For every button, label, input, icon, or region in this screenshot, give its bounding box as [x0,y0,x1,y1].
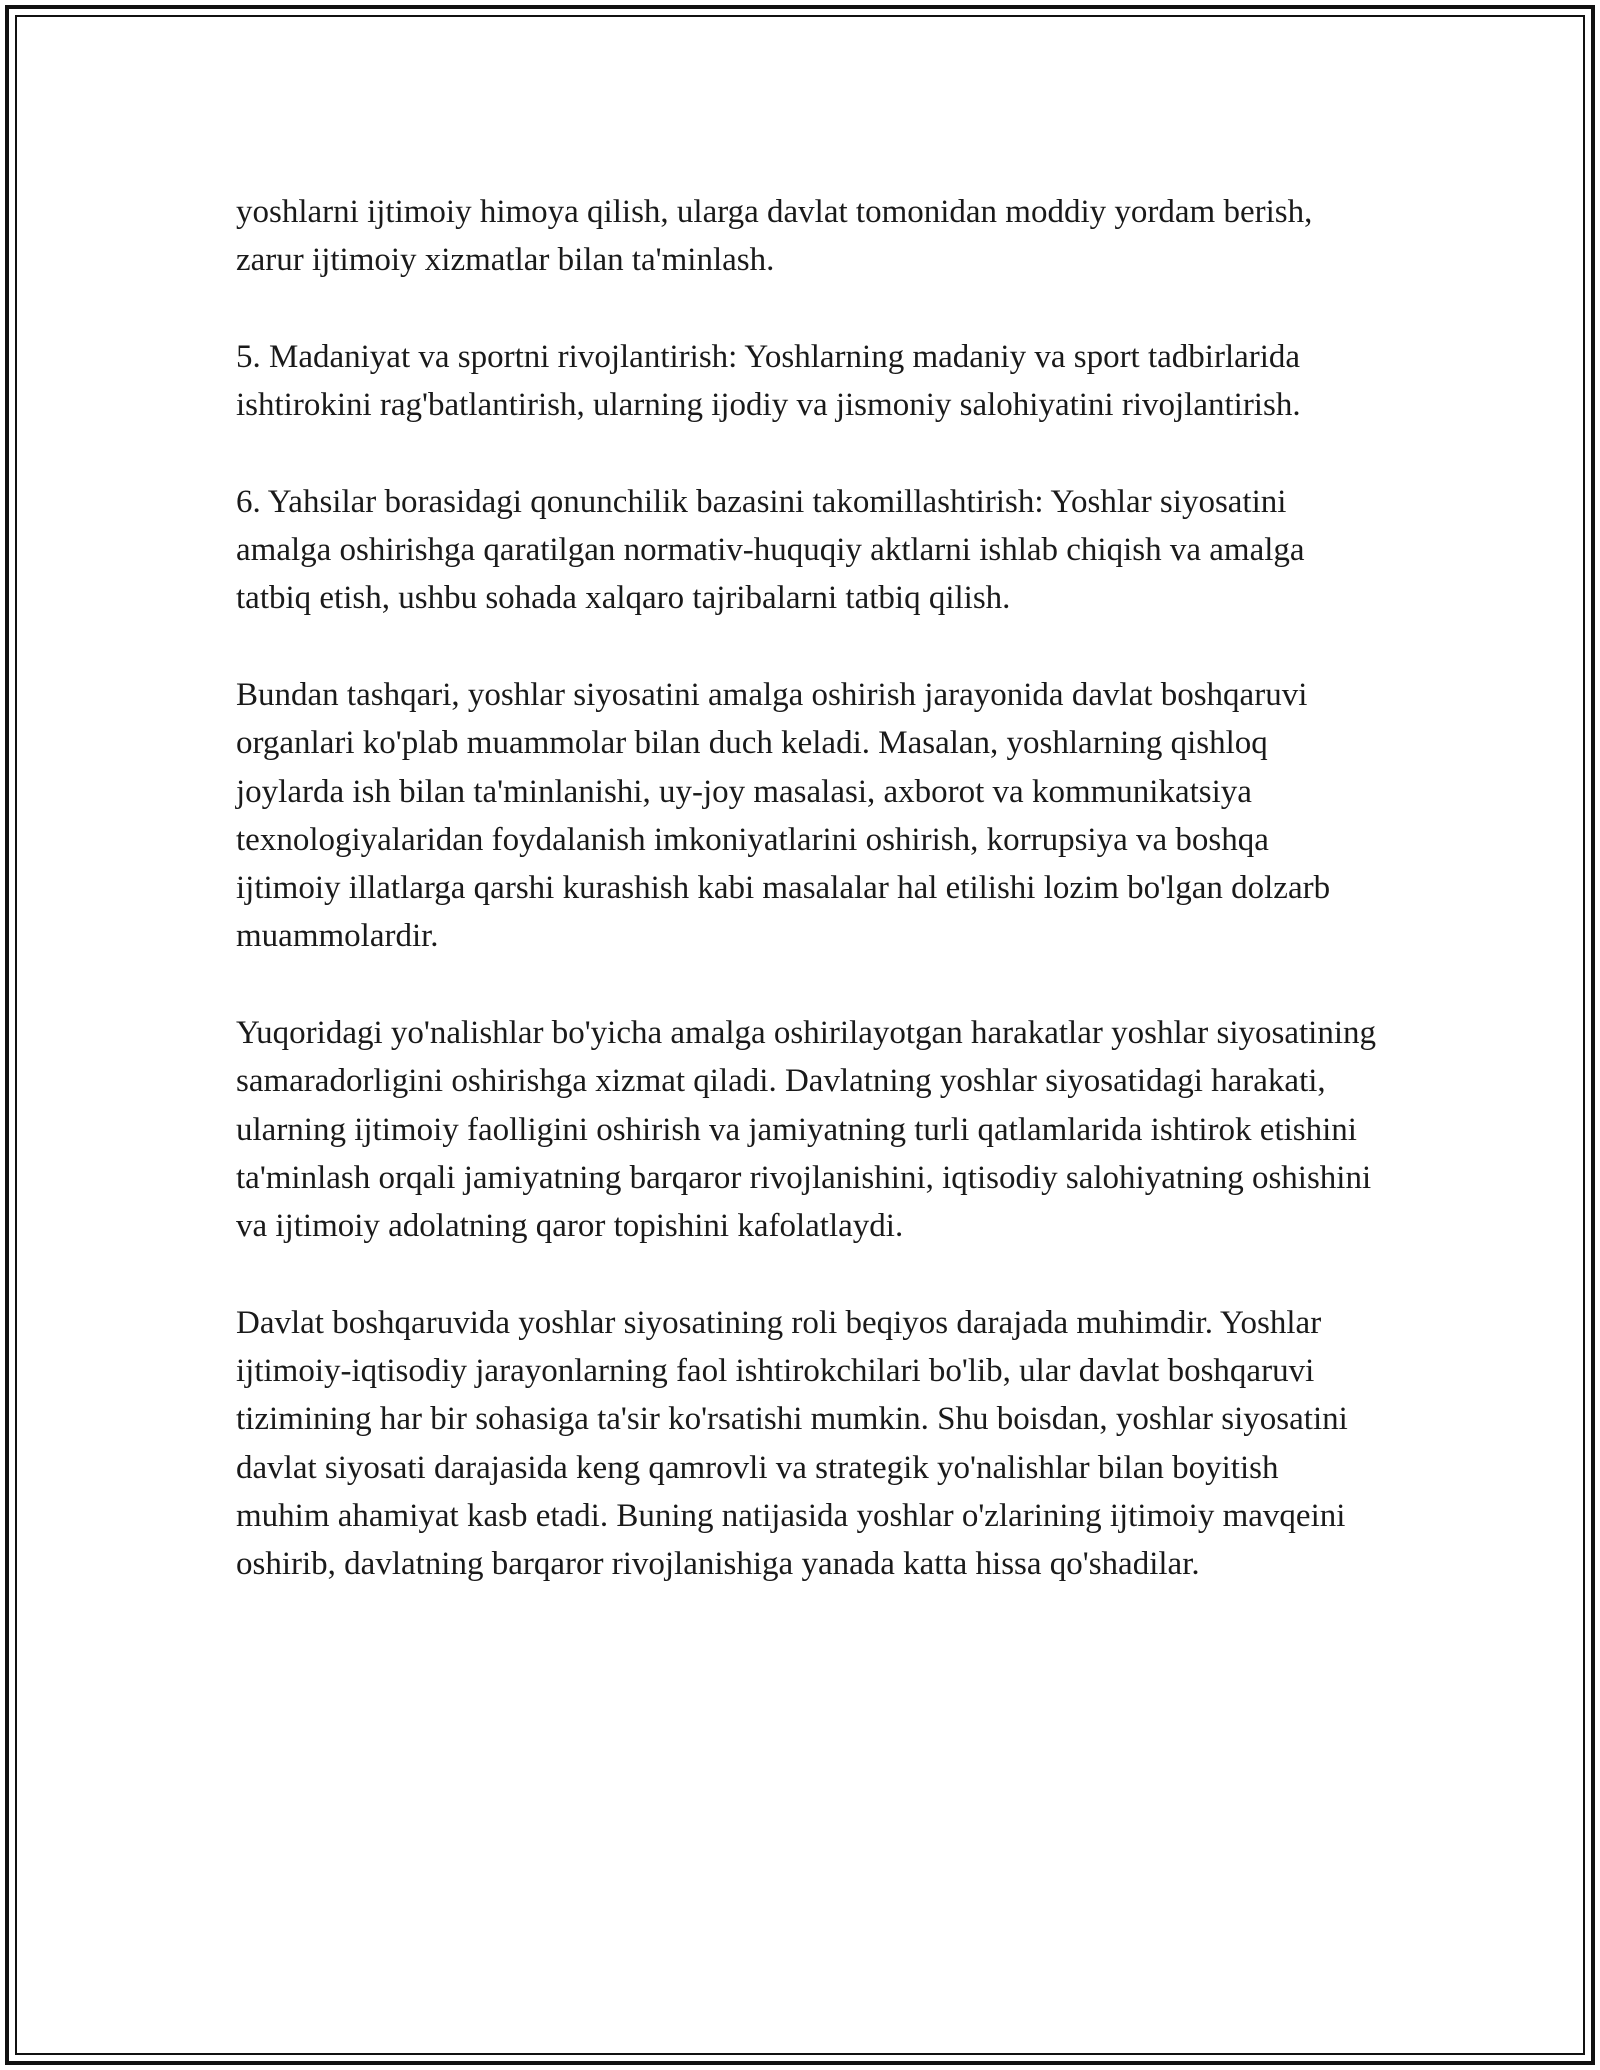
paragraph-directions: Yuqoridagi yo'nalishlar bo'yicha amalga oshirilayotgan harakatlar yoshlar siyosatining samaradorligini oshirishga xizmat qiladi. Davlatning yoshlar siyosatidagi harakati, ularning ijtimoiy faolligini oshirish va jamiyatning turli qatlamlarida ishtirok etishini ta'minlash orqali jamiyatning barqaror rivojlanishini, iqtisodiy salohiyatning oshishini va ijtimoiy adolatning qaror topishini kafolatlaydi. [236,1015,1377,1245]
paragraph-conclusion: Davlat boshqaruvida yoshlar siyosatining roli beqiyos darajada muhimdir. Yoshlar ijtimoiy-iqtisodiy jarayonlarning faol ishtirokchilari bo'lib, ular davlat boshqaruvi tizimining har bir sohasiga ta'sir ko'rsatishi mumkin. Shu boisdan, yoshlar siyosatini davlat siyosati darajasida keng qamrovli va strategik yo'nalishlar bilan boyitish muhim ahamiyat kasb etadi. Buning natijasida yoshlar o'zlarining ijtimoiy mavqeini oshirib, davlatning barqaror rivojlanishiga yanada katta hissa qo'shadilar. [236,1304,1348,1583]
paragraph-legislation: 6. Yahsilar borasidagi qonunchilik bazasini takomillashtirish: Yoshlar siyosatini amalga oshirishga qaratilgan normativ-huquqiy aktlarni ishlab chiqish va amalga tatbiq etish, ushbu sohada xalqaro tajribalarni tatbiq qilish. [236,483,1305,617]
document-body [236,188,1376,1589]
paragraph-social-protection: yoshlarni ijtimoiy himoya qilish, ularga davlat tomonidan moddiy yordam berish, zarur ijtimoiy xizmatlar bilan ta'minlash. [236,194,1313,279]
paragraph-problems: Bundan tashqari, yoshlar siyosatini amalga oshirish jarayonida davlat boshqaruvi organlari ko'plab muammolar bilan duch keladi. Masalan, yoshlarning qishloq joylarda ish bilan ta'minlanishi, uy-joy masalasi, axborot va kommunikatsiya texnologiyalaridan foydalanish imkoniyatlarini oshirish, korrupsiya va boshqa ijtimoiy illatlarga qarshi kurashish kabi masalalar hal etilishi lozim bo'lgan dolzarb muammolardir. [236,676,1331,955]
paragraph-culture-sport: 5. Madaniyat va sportni rivojlantirish: Yoshlarning madaniy va sport tadbirlarida ishtirokini rag'batlantirish, ularning ijodiy va jismoniy salohiyatini rivojlantirish. [236,338,1301,424]
